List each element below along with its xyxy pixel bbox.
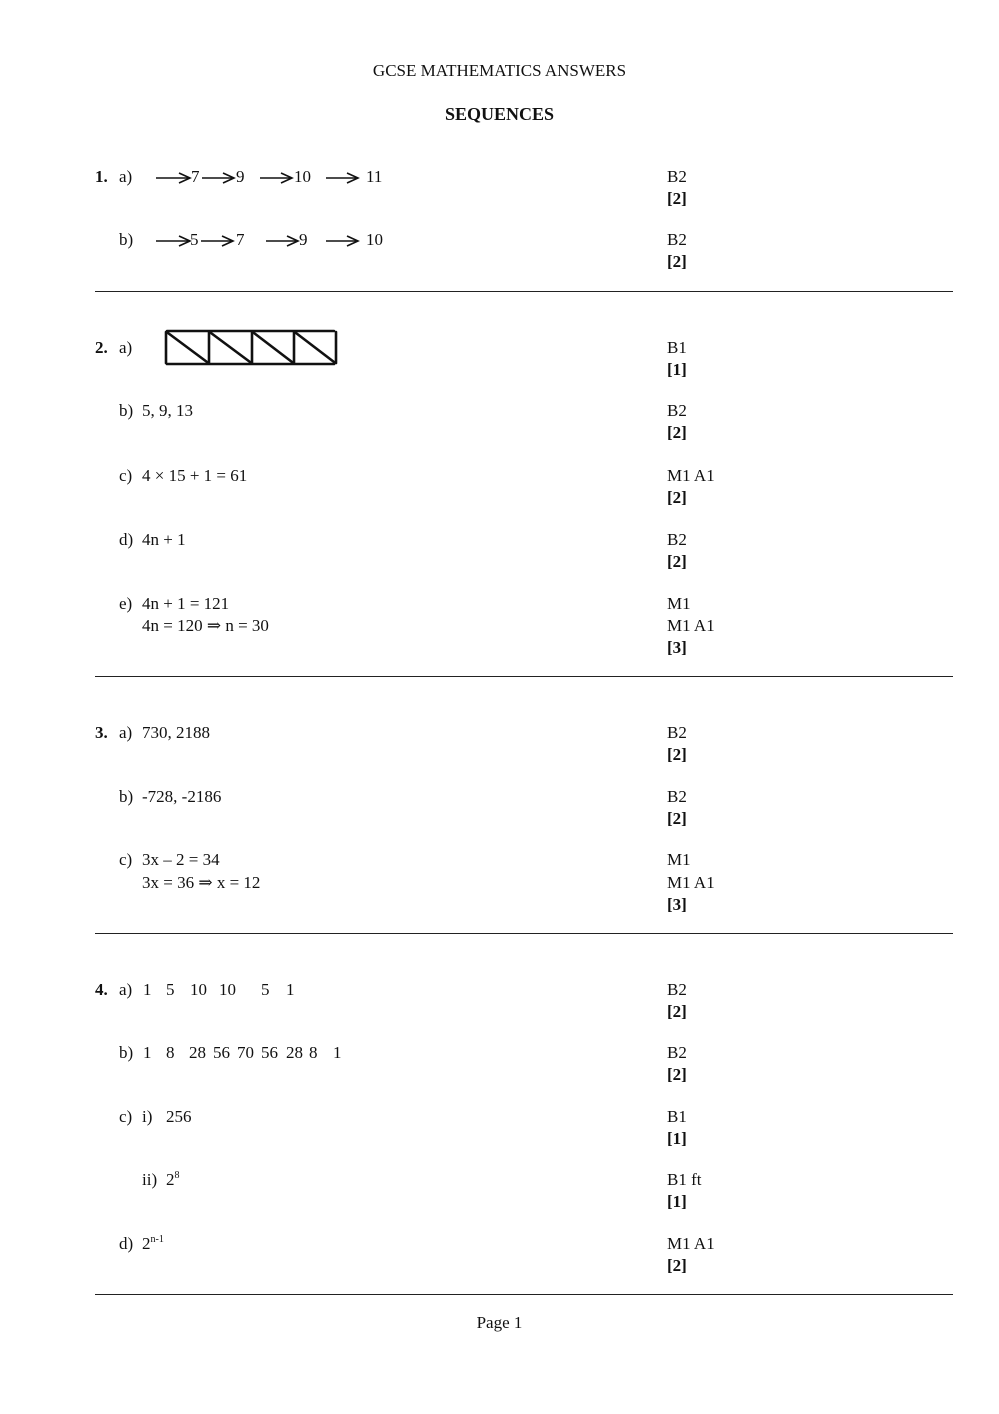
subpart-label: ii) — [142, 1170, 158, 1189]
mark-total: [1] — [667, 360, 687, 379]
answer-text: 730, 2188 — [142, 723, 210, 742]
mark-total: [2] — [667, 423, 687, 442]
mark-code: B2 — [667, 401, 687, 420]
sequence-value: 5 — [190, 230, 199, 249]
power-exponent: 8 — [174, 1170, 180, 1181]
mark-total: [1] — [667, 1192, 687, 1211]
answer-text: 4n + 1 — [142, 530, 186, 549]
question-number: 3. — [95, 723, 108, 742]
answer-text: 5, 9, 13 — [142, 401, 193, 420]
mark-code: B2 — [667, 230, 687, 249]
mark-total: [2] — [667, 745, 687, 764]
mark-code: B2 — [667, 167, 687, 186]
right-arrow-icon — [265, 229, 301, 251]
row-value: 1 — [143, 1043, 152, 1062]
sequence-value: 9 — [299, 230, 308, 249]
part-label: d) — [119, 1234, 134, 1253]
section-title: SEQUENCES — [444, 104, 555, 124]
mark-code: B2 — [667, 787, 687, 806]
power-base: 2 — [142, 1234, 151, 1253]
mark-code: B2 — [667, 980, 687, 999]
right-arrow-icon — [259, 166, 295, 188]
answer-text: -728, -2186 — [142, 787, 222, 806]
right-arrow-icon — [201, 166, 237, 188]
mark-total: [2] — [667, 552, 687, 571]
row-value: 1 — [333, 1043, 342, 1062]
mark-code: B2 — [667, 723, 687, 742]
right-arrow-icon — [200, 229, 236, 251]
sequence-value: 7 — [236, 230, 245, 249]
answer-text: 4n + 1 = 121 — [142, 594, 230, 613]
part-label: c) — [119, 466, 133, 485]
right-arrow-icon — [325, 229, 361, 251]
mark-total: [2] — [667, 252, 687, 271]
section-divider — [95, 676, 953, 677]
mark-total: [2] — [667, 1256, 687, 1275]
mark-code: M1 A1 — [667, 1234, 715, 1253]
part-label: c) — [119, 1107, 133, 1126]
row-value: 1 — [143, 980, 152, 999]
part-label: b) — [119, 230, 134, 249]
mark-code: B1 — [667, 338, 687, 357]
mark-code: B1 — [667, 1107, 687, 1126]
sequence-value: 10 — [366, 230, 383, 249]
row-value: 28 — [189, 1043, 206, 1062]
answer-text: 3x – 2 = 34 — [142, 850, 220, 869]
part-label: b) — [119, 787, 134, 806]
part-label: d) — [119, 530, 134, 549]
mark-total: [2] — [667, 1065, 687, 1084]
question-number: 1. — [95, 167, 108, 186]
subpart-label: i) — [142, 1107, 153, 1126]
answer-text: 256 — [166, 1107, 192, 1126]
mark-total: [2] — [667, 189, 687, 208]
mark-total: [3] — [667, 638, 687, 657]
power-exponent: n-1 — [150, 1234, 164, 1245]
right-arrow-icon — [155, 229, 193, 251]
mark-code: M1 A1 — [667, 873, 715, 892]
section-divider — [95, 1294, 953, 1295]
sequence-value: 7 — [191, 167, 200, 186]
row-value: 10 — [219, 980, 236, 999]
question-number: 4. — [95, 980, 108, 999]
mark-code: M1 A1 — [667, 466, 715, 485]
part-label: a) — [119, 167, 133, 186]
part-label: a) — [119, 980, 133, 999]
mark-code: B1 ft — [667, 1170, 702, 1189]
row-value: 56 — [213, 1043, 230, 1062]
mark-total: [2] — [667, 809, 687, 828]
mark-code: B2 — [667, 1043, 687, 1062]
row-value: 8 — [309, 1043, 318, 1062]
power-expression — [142, 1233, 164, 1255]
sequence-value: 9 — [236, 167, 245, 186]
mark-total: [2] — [667, 1002, 687, 1021]
mark-code: M1 — [667, 594, 691, 613]
row-value: 5 — [166, 980, 175, 999]
section-divider — [95, 933, 953, 934]
right-arrow-icon — [155, 166, 193, 188]
row-value: 10 — [190, 980, 207, 999]
row-value: 8 — [166, 1043, 175, 1062]
mark-code: M1 A1 — [667, 616, 715, 635]
document-title: GCSE MATHEMATICS ANSWERS — [372, 61, 627, 80]
power-base: 2 — [166, 1170, 175, 1189]
row-value: 28 — [286, 1043, 303, 1062]
mark-total: [3] — [667, 895, 687, 914]
part-label: a) — [119, 723, 133, 742]
row-value: 5 — [261, 980, 270, 999]
part-label: e) — [119, 594, 133, 613]
part-label: b) — [119, 401, 134, 420]
mark-code: B2 — [667, 530, 687, 549]
part-label: a) — [119, 338, 133, 357]
power-expression — [166, 1169, 180, 1191]
row-value: 56 — [261, 1043, 278, 1062]
section-divider — [95, 291, 953, 292]
question-number: 2. — [95, 338, 108, 357]
sequence-value: 10 — [294, 167, 311, 186]
sequence-value: 11 — [366, 167, 383, 186]
mark-total: [1] — [667, 1129, 687, 1148]
right-arrow-icon — [325, 166, 361, 188]
row-value: 1 — [286, 980, 295, 999]
mark-code: M1 — [667, 850, 691, 869]
part-label: c) — [119, 850, 133, 869]
answer-text: 3x = 36 ⇒ x = 12 — [142, 873, 261, 892]
row-value: 70 — [237, 1043, 254, 1062]
answer-text: 4n = 120 ⇒ n = 30 — [142, 616, 269, 635]
mark-total: [2] — [667, 488, 687, 507]
answer-text: 4 × 15 + 1 = 61 — [142, 466, 248, 485]
page-number: Page 1 — [476, 1313, 523, 1332]
matchstick-squares-diagram — [163, 328, 341, 373]
part-label: b) — [119, 1043, 134, 1062]
